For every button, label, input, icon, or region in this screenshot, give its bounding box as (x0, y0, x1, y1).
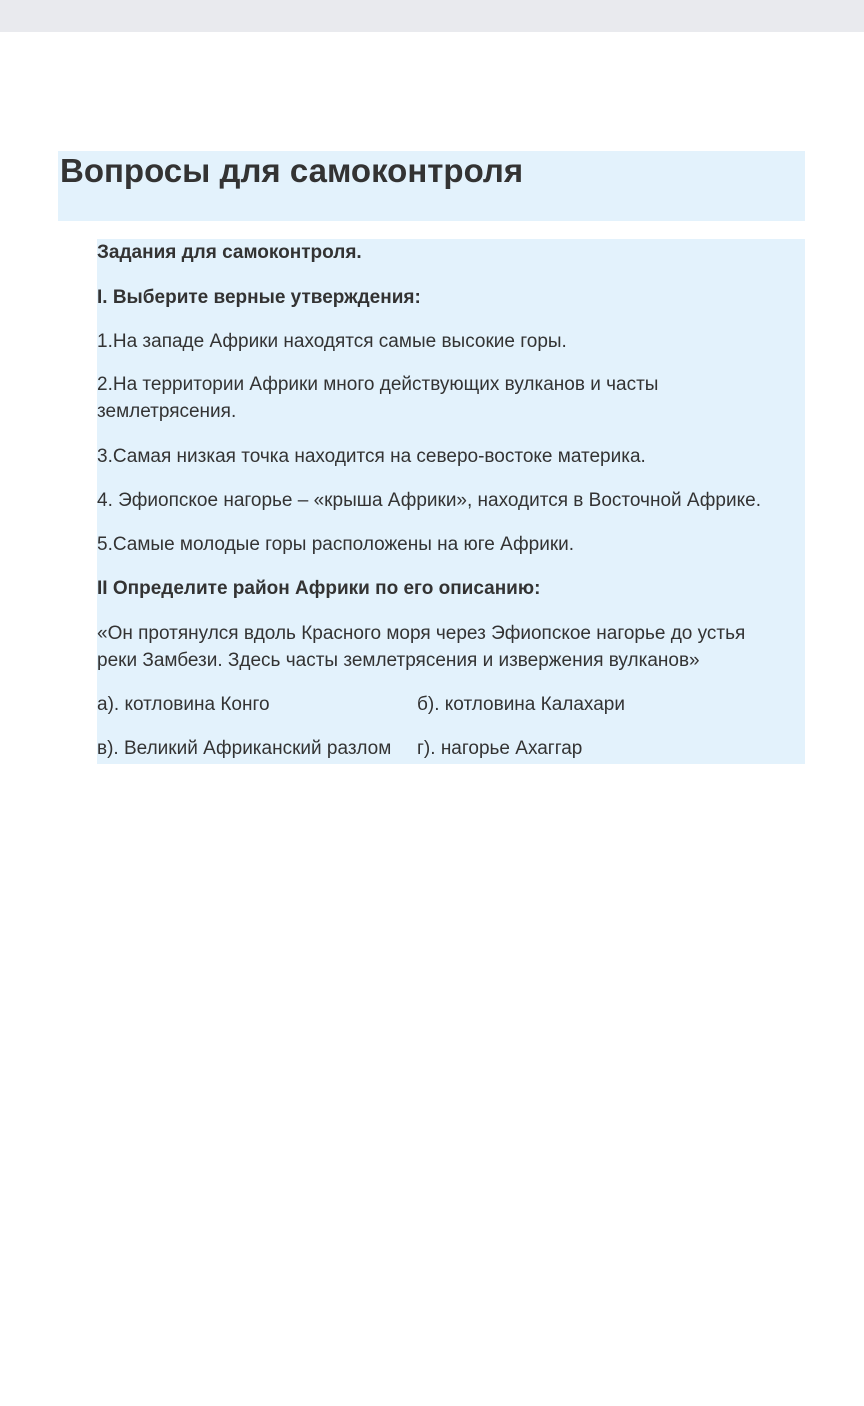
statement-5: 5.Самые молодые горы расположены на юге Африки. (97, 534, 575, 555)
option-b: б). котловина Калахари (417, 694, 625, 715)
document-page (0, 32, 864, 1406)
tasks-block (97, 239, 805, 764)
tasks-heading: Задания для самоконтроля. (97, 242, 362, 263)
description-line-2: реки Замбези. Здесь часты землетрясения и извержения вулканов» (97, 650, 700, 671)
option-g: г). нагорье Ахаггар (417, 738, 583, 759)
page-title: Вопросы для самоконтроля (60, 152, 524, 189)
statement-4: 4. Эфиопское нагорье – «крыша Африки», находится в Восточной Африке. (97, 490, 761, 511)
section-2-title: II Определите район Африки по его описанию: (97, 578, 541, 599)
title-banner (58, 151, 805, 221)
section-1-title: I. Выберите верные утверждения: (97, 287, 421, 308)
statement-3: 3.Самая низкая точка находится на северо-востоке материка. (97, 446, 646, 467)
option-a: а). котловина Конго (97, 694, 270, 715)
option-v: в). Великий Африканский разлом (97, 738, 392, 759)
browser-top-bar (0, 0, 864, 32)
description-line-1: «Он протянулся вдоль Красного моря через Эфиопское нагорье до устья (97, 623, 746, 644)
statement-2-continued: землетрясения. (97, 401, 237, 422)
statement-1: 1.На западе Африки находятся самые высокие горы. (97, 331, 567, 352)
statement-2: 2.На территории Африки много действующих вулканов и часты (97, 374, 659, 395)
